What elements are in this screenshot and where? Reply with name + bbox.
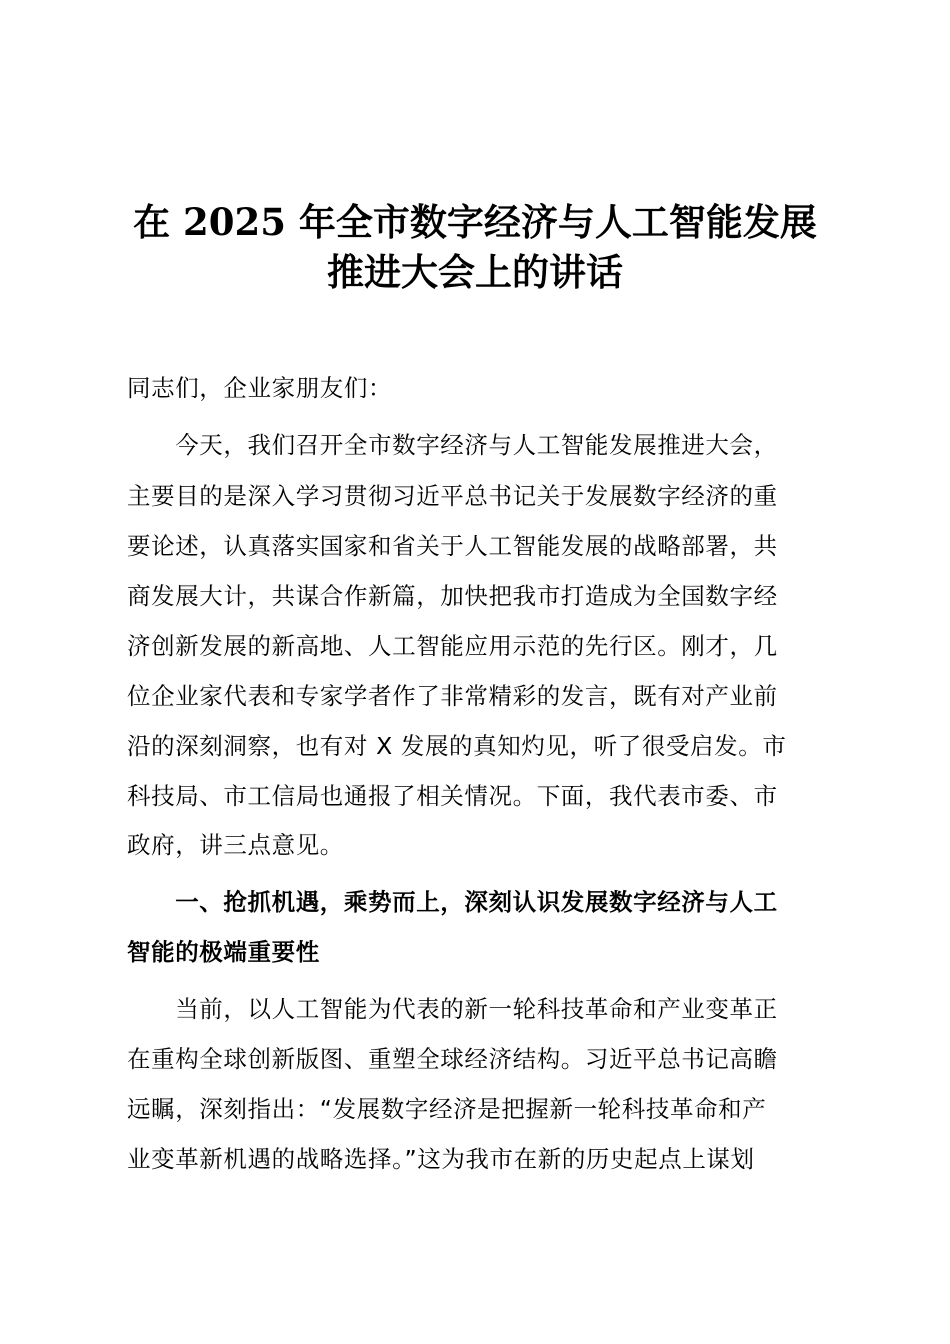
- paragraph-1-line: 政府，讲三点意见。: [127, 831, 344, 859]
- paragraph-1-line: 沿的深刻洞察，也有对 X 发展的真知灼见，听了很受启发。市: [127, 732, 787, 760]
- document-title-line-2: 推进大会上的讲话: [327, 250, 623, 294]
- paragraph-1-line: 主要目的是深入学习贯彻习近平总书记关于发展数字经济的重: [127, 482, 778, 510]
- paragraph-1-line: 科技局、市工信局也通报了相关情况。下面，我代表市委、市: [127, 782, 778, 810]
- paragraph-1-line: 位企业家代表和专家学者作了非常精彩的发言，既有对产业前: [127, 682, 778, 710]
- paragraph-1-line: 今天，我们召开全市数字经济与人工智能发展推进大会，: [127, 431, 778, 459]
- paragraph-2-line: 远瞩，深刻指出：“发展数字经济是把握新一轮科技革命和产: [127, 1095, 767, 1123]
- paragraph-2-line: 业变革新机遇的战略选择。”这为我市在新的历史起点上谋划: [127, 1145, 755, 1173]
- paragraph-1-line: 济创新发展的新高地、人工智能应用示范的先行区。刚才，几: [127, 632, 778, 660]
- paragraph-1-line: 商发展大计，共谋合作新篇，加快把我市打造成为全国数字经: [127, 582, 778, 610]
- section-heading-1-line: 一、抢抓机遇，乘势而上，深刻认识发展数字经济与人工: [127, 888, 778, 916]
- paragraph-2-line: 当前，以人工智能为代表的新一轮科技革命和产业变革正: [127, 995, 778, 1023]
- paragraph-2-line: 在重构全球创新版图、重塑全球经济结构。习近平总书记高瞻: [127, 1045, 778, 1073]
- paragraph-1-line: 要论述，认真落实国家和省关于人工智能发展的战略部署，共: [127, 532, 778, 560]
- salutation: 同志们，企业家朋友们：: [127, 374, 393, 402]
- section-heading-1-line: 智能的极端重要性: [127, 938, 320, 966]
- document-title-line-1: 在 2025 年全市数字经济与人工智能发展: [133, 200, 817, 244]
